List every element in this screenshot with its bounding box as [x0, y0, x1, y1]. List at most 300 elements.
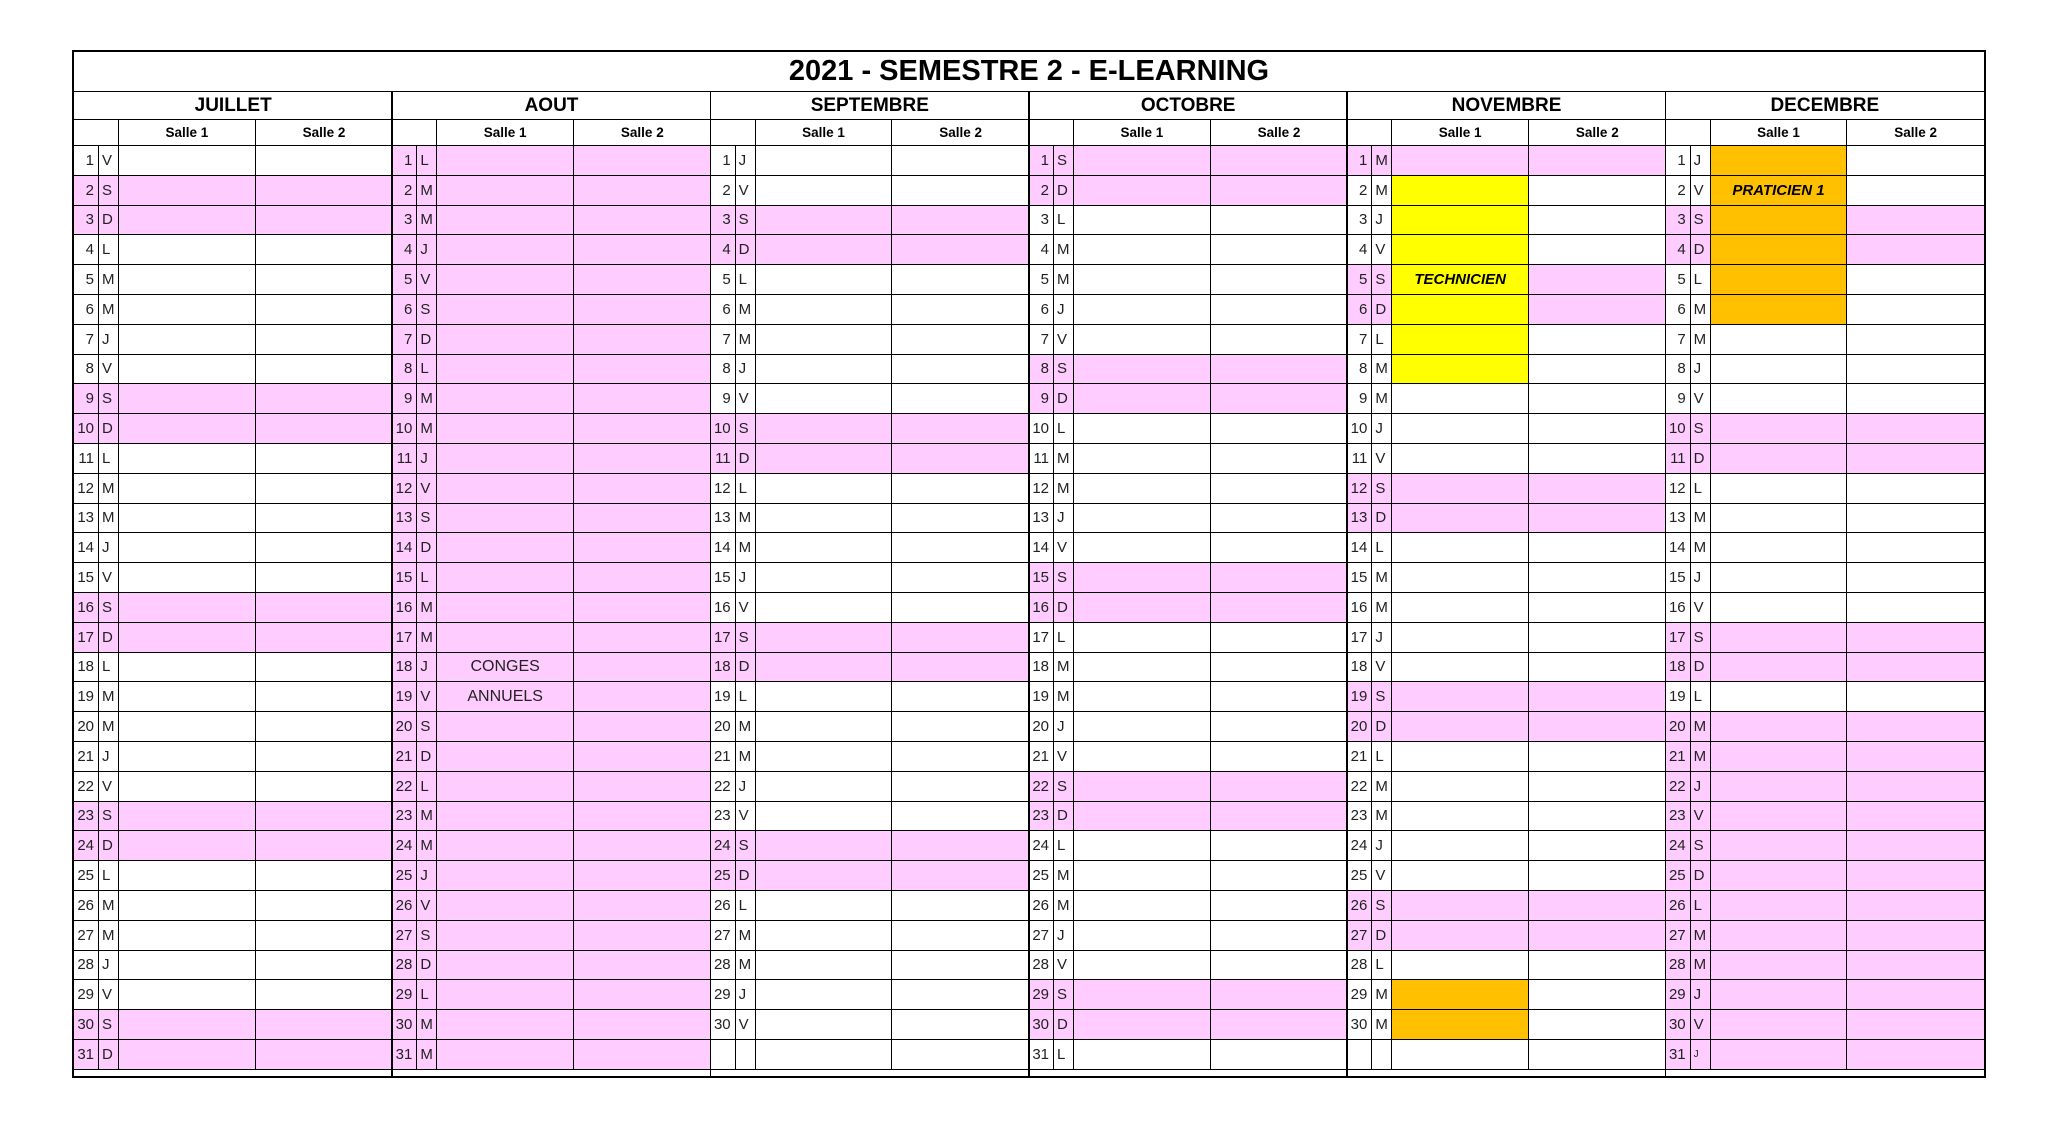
salle-1-cell[interactable] [756, 414, 893, 444]
salle-1-cell[interactable] [119, 623, 256, 653]
salle-1-cell[interactable] [119, 414, 256, 444]
salle-2-cell[interactable] [1211, 474, 1348, 504]
salle-2-cell[interactable] [1529, 593, 1666, 623]
salle-1-cell[interactable] [1074, 295, 1211, 325]
salle-1-cell[interactable] [119, 1040, 256, 1070]
salle-2-cell[interactable] [892, 563, 1029, 593]
salle-2-cell[interactable] [1529, 206, 1666, 236]
salle-1-cell[interactable] [1392, 295, 1529, 325]
salle-2-cell[interactable] [1847, 951, 1984, 981]
salle-1-cell[interactable] [1711, 891, 1848, 921]
salle-2-cell[interactable] [574, 206, 711, 236]
salle-1-cell[interactable] [119, 295, 256, 325]
salle-2-cell[interactable] [1211, 921, 1348, 951]
salle-2-cell[interactable] [574, 355, 711, 385]
salle-1-cell[interactable] [437, 325, 574, 355]
salle-2-cell[interactable] [1529, 235, 1666, 265]
salle-1-cell[interactable] [756, 206, 893, 236]
salle-2-cell[interactable] [1847, 831, 1984, 861]
salle-2-cell[interactable] [256, 265, 393, 295]
salle-1-cell[interactable] [1392, 474, 1529, 504]
salle-1-cell[interactable] [437, 295, 574, 325]
salle-1-cell[interactable] [1711, 265, 1848, 295]
salle-1-cell[interactable] [119, 504, 256, 534]
salle-2-cell[interactable] [1529, 951, 1666, 981]
salle-1-cell[interactable] [119, 355, 256, 385]
salle-2-cell[interactable] [1529, 384, 1666, 414]
salle-1-cell[interactable] [437, 146, 574, 176]
salle-2-cell[interactable] [892, 295, 1029, 325]
salle-1-cell[interactable] [1711, 563, 1848, 593]
salle-2-cell[interactable] [574, 1040, 711, 1070]
salle-2-cell[interactable] [574, 1010, 711, 1040]
salle-2-cell[interactable] [1211, 504, 1348, 534]
salle-1-cell[interactable] [1074, 265, 1211, 295]
salle-1-cell[interactable] [1392, 504, 1529, 534]
salle-1-cell[interactable] [1392, 593, 1529, 623]
salle-2-cell[interactable] [256, 176, 393, 206]
salle-1-cell[interactable] [756, 176, 893, 206]
salle-1-cell[interactable] [756, 325, 893, 355]
salle-1-cell[interactable] [1074, 444, 1211, 474]
salle-2-cell[interactable] [892, 414, 1029, 444]
salle-2-cell[interactable] [1211, 444, 1348, 474]
salle-2-cell[interactable] [1211, 176, 1348, 206]
salle-1-cell[interactable] [119, 772, 256, 802]
salle-1-cell[interactable] [756, 742, 893, 772]
salle-1-cell[interactable] [1711, 593, 1848, 623]
salle-2-cell[interactable] [1529, 831, 1666, 861]
salle-1-cell[interactable] [119, 593, 256, 623]
salle-2-cell[interactable] [1847, 325, 1984, 355]
salle-1-cell[interactable] [1392, 533, 1529, 563]
salle-1-cell[interactable] [119, 384, 256, 414]
salle-2-cell[interactable] [1847, 861, 1984, 891]
salle-1-cell[interactable] [1392, 146, 1529, 176]
salle-2-cell[interactable] [256, 772, 393, 802]
salle-2-cell[interactable] [1847, 772, 1984, 802]
salle-2-cell[interactable] [1211, 295, 1348, 325]
salle-1-cell[interactable] [756, 891, 893, 921]
salle-1-cell[interactable] [437, 444, 574, 474]
salle-2-cell[interactable] [892, 623, 1029, 653]
salle-2-cell[interactable] [1211, 563, 1348, 593]
salle-2-cell[interactable] [1847, 921, 1984, 951]
salle-2-cell[interactable] [892, 444, 1029, 474]
salle-1-cell[interactable] [1392, 414, 1529, 444]
salle-1-cell[interactable] [756, 653, 893, 683]
salle-1-cell[interactable] [1074, 712, 1211, 742]
salle-2-cell[interactable] [256, 563, 393, 593]
salle-1-cell[interactable] [1392, 682, 1529, 712]
salle-2-cell[interactable] [1529, 653, 1666, 683]
salle-1-cell[interactable] [756, 295, 893, 325]
salle-2-cell[interactable] [892, 265, 1029, 295]
salle-2-cell[interactable] [574, 414, 711, 444]
salle-1-cell[interactable] [119, 861, 256, 891]
salle-1-cell[interactable] [437, 593, 574, 623]
salle-1-cell[interactable] [1074, 951, 1211, 981]
salle-2-cell[interactable] [892, 831, 1029, 861]
salle-1-cell[interactable] [119, 682, 256, 712]
salle-2-cell[interactable] [574, 712, 711, 742]
salle-2-cell[interactable] [892, 802, 1029, 832]
salle-2-cell[interactable] [574, 742, 711, 772]
salle-2-cell[interactable] [574, 295, 711, 325]
salle-1-cell[interactable] [1711, 831, 1848, 861]
salle-1-cell[interactable] [437, 891, 574, 921]
salle-1-cell[interactable] [1711, 772, 1848, 802]
salle-1-cell[interactable] [756, 772, 893, 802]
salle-1-cell[interactable] [437, 474, 574, 504]
salle-2-cell[interactable] [1529, 682, 1666, 712]
salle-1-cell[interactable] [437, 533, 574, 563]
salle-2-cell[interactable] [1847, 504, 1984, 534]
salle-2-cell[interactable] [1211, 146, 1348, 176]
salle-2-cell[interactable] [1847, 384, 1984, 414]
salle-2-cell[interactable] [1847, 563, 1984, 593]
salle-2-cell[interactable] [1211, 742, 1348, 772]
salle-2-cell[interactable] [1847, 146, 1984, 176]
salle-1-cell[interactable] [1711, 802, 1848, 832]
salle-2-cell[interactable] [1847, 1040, 1984, 1070]
salle-2-cell[interactable] [892, 1010, 1029, 1040]
salle-1-cell[interactable] [1074, 206, 1211, 236]
salle-2-cell[interactable] [256, 593, 393, 623]
salle-1-cell[interactable] [437, 861, 574, 891]
salle-1-cell[interactable] [756, 474, 893, 504]
salle-2-cell[interactable] [1211, 235, 1348, 265]
salle-2-cell[interactable] [574, 921, 711, 951]
salle-1-cell[interactable] [119, 146, 256, 176]
salle-1-cell[interactable] [119, 951, 256, 981]
salle-2-cell[interactable] [256, 921, 393, 951]
salle-2-cell[interactable] [574, 504, 711, 534]
salle-2-cell[interactable] [574, 384, 711, 414]
salle-1-cell[interactable] [1711, 444, 1848, 474]
salle-1-cell[interactable] [1074, 593, 1211, 623]
salle-1-cell[interactable] [1074, 1040, 1211, 1070]
salle-1-cell[interactable] [119, 802, 256, 832]
salle-2-cell[interactable] [1211, 384, 1348, 414]
salle-1-cell[interactable] [437, 1040, 574, 1070]
salle-1-cell[interactable] [1392, 235, 1529, 265]
salle-1-cell[interactable] [437, 206, 574, 236]
salle-1-cell[interactable]: CONGES [437, 653, 574, 683]
salle-1-cell[interactable] [1074, 802, 1211, 832]
salle-1-cell[interactable] [119, 533, 256, 563]
salle-1-cell[interactable] [1074, 533, 1211, 563]
salle-2-cell[interactable] [1211, 772, 1348, 802]
salle-2-cell[interactable] [574, 235, 711, 265]
salle-2-cell[interactable] [1211, 206, 1348, 236]
salle-1-cell[interactable] [437, 176, 574, 206]
salle-1-cell[interactable] [1074, 414, 1211, 444]
salle-2-cell[interactable] [1529, 772, 1666, 802]
salle-2-cell[interactable] [1847, 712, 1984, 742]
salle-2-cell[interactable] [1529, 474, 1666, 504]
salle-2-cell[interactable] [1847, 593, 1984, 623]
salle-1-cell[interactable] [756, 504, 893, 534]
salle-2-cell[interactable] [892, 980, 1029, 1010]
salle-2-cell[interactable] [1529, 414, 1666, 444]
salle-2-cell[interactable] [1529, 325, 1666, 355]
salle-1-cell[interactable] [1074, 653, 1211, 683]
salle-1-cell[interactable] [1711, 1040, 1848, 1070]
salle-2-cell[interactable] [256, 802, 393, 832]
salle-1-cell[interactable] [756, 951, 893, 981]
salle-2-cell[interactable] [256, 623, 393, 653]
salle-2-cell[interactable] [892, 682, 1029, 712]
salle-1-cell[interactable] [119, 444, 256, 474]
salle-1-cell[interactable] [1711, 653, 1848, 683]
salle-2-cell[interactable] [574, 772, 711, 802]
salle-1-cell[interactable] [1392, 831, 1529, 861]
salle-1-cell[interactable] [1711, 474, 1848, 504]
salle-1-cell[interactable] [1392, 653, 1529, 683]
salle-1-cell[interactable] [1392, 176, 1529, 206]
salle-2-cell[interactable] [892, 533, 1029, 563]
salle-2-cell[interactable] [574, 861, 711, 891]
salle-2-cell[interactable] [1847, 235, 1984, 265]
salle-2-cell[interactable] [1847, 265, 1984, 295]
salle-2-cell[interactable] [1211, 414, 1348, 444]
salle-2-cell[interactable] [1529, 921, 1666, 951]
salle-1-cell[interactable] [1074, 176, 1211, 206]
salle-1-cell[interactable] [1711, 295, 1848, 325]
salle-1-cell[interactable] [1392, 1010, 1529, 1040]
salle-2-cell[interactable] [256, 682, 393, 712]
salle-1-cell[interactable] [756, 593, 893, 623]
salle-2-cell[interactable] [256, 891, 393, 921]
salle-1-cell[interactable] [437, 772, 574, 802]
salle-2-cell[interactable] [256, 504, 393, 534]
salle-1-cell[interactable] [437, 980, 574, 1010]
salle-1-cell[interactable] [1074, 325, 1211, 355]
salle-2-cell[interactable] [574, 146, 711, 176]
salle-2-cell[interactable] [892, 921, 1029, 951]
salle-2-cell[interactable] [1211, 802, 1348, 832]
salle-2-cell[interactable] [892, 861, 1029, 891]
salle-1-cell[interactable] [1074, 235, 1211, 265]
salle-1-cell[interactable] [1074, 742, 1211, 772]
salle-2-cell[interactable] [1529, 623, 1666, 653]
salle-1-cell[interactable] [756, 623, 893, 653]
salle-2-cell[interactable] [1529, 861, 1666, 891]
salle-2-cell[interactable] [1847, 474, 1984, 504]
salle-2-cell[interactable] [1211, 951, 1348, 981]
salle-1-cell[interactable] [1711, 325, 1848, 355]
salle-2-cell[interactable] [892, 951, 1029, 981]
salle-1-cell[interactable] [1074, 474, 1211, 504]
salle-2-cell[interactable] [574, 653, 711, 683]
salle-2-cell[interactable] [1847, 1010, 1984, 1040]
salle-1-cell[interactable] [756, 146, 893, 176]
salle-1-cell[interactable] [1711, 861, 1848, 891]
salle-2-cell[interactable] [1529, 146, 1666, 176]
salle-2-cell[interactable] [1211, 653, 1348, 683]
salle-1-cell[interactable] [437, 235, 574, 265]
salle-2-cell[interactable] [256, 831, 393, 861]
salle-1-cell[interactable] [119, 980, 256, 1010]
salle-2-cell[interactable] [256, 980, 393, 1010]
salle-1-cell[interactable] [119, 265, 256, 295]
salle-2-cell[interactable] [574, 831, 711, 861]
salle-1-cell[interactable] [756, 563, 893, 593]
salle-1-cell[interactable] [756, 235, 893, 265]
salle-1-cell[interactable] [437, 355, 574, 385]
salle-2-cell[interactable] [892, 593, 1029, 623]
salle-2-cell[interactable] [1529, 802, 1666, 832]
salle-2-cell[interactable] [1529, 533, 1666, 563]
salle-2-cell[interactable] [256, 533, 393, 563]
salle-2-cell[interactable] [1529, 176, 1666, 206]
salle-1-cell[interactable] [119, 742, 256, 772]
salle-1-cell[interactable]: TECHNICIEN [1392, 265, 1529, 295]
salle-2-cell[interactable] [256, 384, 393, 414]
salle-2-cell[interactable] [1847, 802, 1984, 832]
salle-2-cell[interactable] [1529, 563, 1666, 593]
salle-2-cell[interactable] [892, 355, 1029, 385]
salle-2-cell[interactable] [1211, 533, 1348, 563]
salle-2-cell[interactable] [1529, 1040, 1666, 1070]
salle-2-cell[interactable] [1211, 980, 1348, 1010]
salle-1-cell[interactable] [756, 265, 893, 295]
salle-2-cell[interactable] [256, 355, 393, 385]
salle-2-cell[interactable] [574, 176, 711, 206]
salle-1-cell[interactable] [1074, 384, 1211, 414]
salle-1-cell[interactable] [1392, 355, 1529, 385]
salle-2-cell[interactable] [256, 951, 393, 981]
salle-1-cell[interactable] [1392, 861, 1529, 891]
salle-1-cell[interactable] [756, 802, 893, 832]
salle-1-cell[interactable] [119, 474, 256, 504]
salle-1-cell[interactable] [1392, 206, 1529, 236]
salle-2-cell[interactable] [1211, 355, 1348, 385]
salle-2-cell[interactable] [256, 146, 393, 176]
salle-2-cell[interactable] [1847, 206, 1984, 236]
salle-2-cell[interactable] [892, 742, 1029, 772]
salle-2-cell[interactable] [1211, 712, 1348, 742]
salle-1-cell[interactable] [1074, 563, 1211, 593]
salle-1-cell[interactable] [119, 653, 256, 683]
salle-2-cell[interactable] [574, 325, 711, 355]
salle-1-cell[interactable] [119, 206, 256, 236]
salle-2-cell[interactable] [574, 951, 711, 981]
salle-1-cell[interactable] [1711, 533, 1848, 563]
salle-2-cell[interactable] [1211, 325, 1348, 355]
salle-1-cell[interactable]: PRATICIEN 1 [1711, 176, 1848, 206]
salle-1-cell[interactable] [1074, 682, 1211, 712]
salle-2-cell[interactable] [1847, 414, 1984, 444]
salle-1-cell[interactable] [1074, 623, 1211, 653]
salle-2-cell[interactable] [1211, 1040, 1348, 1070]
salle-1-cell[interactable] [1711, 980, 1848, 1010]
salle-1-cell[interactable] [437, 712, 574, 742]
salle-2-cell[interactable] [1847, 682, 1984, 712]
salle-1-cell[interactable] [437, 623, 574, 653]
salle-1-cell[interactable] [1711, 146, 1848, 176]
salle-1-cell[interactable] [1074, 891, 1211, 921]
salle-1-cell[interactable] [1392, 921, 1529, 951]
salle-1-cell[interactable] [1074, 146, 1211, 176]
salle-2-cell[interactable] [256, 742, 393, 772]
salle-2-cell[interactable] [574, 444, 711, 474]
salle-1-cell[interactable] [756, 861, 893, 891]
salle-2-cell[interactable] [574, 474, 711, 504]
salle-1-cell[interactable] [1392, 802, 1529, 832]
salle-1-cell[interactable] [756, 980, 893, 1010]
salle-1-cell[interactable] [437, 504, 574, 534]
salle-1-cell[interactable] [437, 921, 574, 951]
salle-1-cell[interactable] [1711, 623, 1848, 653]
salle-2-cell[interactable] [1211, 1010, 1348, 1040]
salle-2-cell[interactable] [256, 712, 393, 742]
salle-2-cell[interactable] [1847, 533, 1984, 563]
salle-1-cell[interactable] [1074, 980, 1211, 1010]
salle-2-cell[interactable] [1847, 891, 1984, 921]
salle-1-cell[interactable] [1711, 504, 1848, 534]
salle-1-cell[interactable] [756, 831, 893, 861]
salle-2-cell[interactable] [1847, 623, 1984, 653]
salle-1-cell[interactable] [1711, 921, 1848, 951]
salle-2-cell[interactable] [1529, 355, 1666, 385]
salle-2-cell[interactable] [892, 384, 1029, 414]
salle-2-cell[interactable] [256, 444, 393, 474]
salle-2-cell[interactable] [256, 1040, 393, 1070]
salle-1-cell[interactable] [1074, 772, 1211, 802]
salle-2-cell[interactable] [892, 474, 1029, 504]
salle-2-cell[interactable] [1529, 742, 1666, 772]
salle-2-cell[interactable] [1847, 295, 1984, 325]
salle-2-cell[interactable] [256, 295, 393, 325]
salle-2-cell[interactable] [256, 474, 393, 504]
salle-1-cell[interactable] [437, 802, 574, 832]
salle-1-cell[interactable] [119, 235, 256, 265]
salle-1-cell[interactable] [1392, 712, 1529, 742]
salle-1-cell[interactable]: ANNUELS [437, 682, 574, 712]
salle-1-cell[interactable] [756, 384, 893, 414]
salle-2-cell[interactable] [892, 176, 1029, 206]
salle-1-cell[interactable] [1392, 772, 1529, 802]
salle-1-cell[interactable] [437, 831, 574, 861]
salle-1-cell[interactable] [1074, 355, 1211, 385]
salle-2-cell[interactable] [1529, 891, 1666, 921]
salle-1-cell[interactable] [1074, 504, 1211, 534]
salle-1-cell[interactable] [1711, 355, 1848, 385]
salle-2-cell[interactable] [1847, 980, 1984, 1010]
salle-2-cell[interactable] [574, 980, 711, 1010]
salle-2-cell[interactable] [1529, 295, 1666, 325]
salle-2-cell[interactable] [1211, 682, 1348, 712]
salle-2-cell[interactable] [892, 325, 1029, 355]
salle-2-cell[interactable] [892, 891, 1029, 921]
salle-2-cell[interactable] [574, 593, 711, 623]
salle-2-cell[interactable] [892, 206, 1029, 236]
salle-1-cell[interactable] [119, 563, 256, 593]
salle-1-cell[interactable] [756, 1040, 893, 1070]
salle-1-cell[interactable] [756, 682, 893, 712]
salle-1-cell[interactable] [1711, 1010, 1848, 1040]
salle-2-cell[interactable] [1529, 444, 1666, 474]
salle-2-cell[interactable] [1847, 176, 1984, 206]
salle-2-cell[interactable] [1529, 980, 1666, 1010]
salle-2-cell[interactable] [256, 861, 393, 891]
salle-2-cell[interactable] [1529, 712, 1666, 742]
salle-1-cell[interactable] [1392, 325, 1529, 355]
salle-1-cell[interactable] [119, 921, 256, 951]
salle-2-cell[interactable] [892, 653, 1029, 683]
